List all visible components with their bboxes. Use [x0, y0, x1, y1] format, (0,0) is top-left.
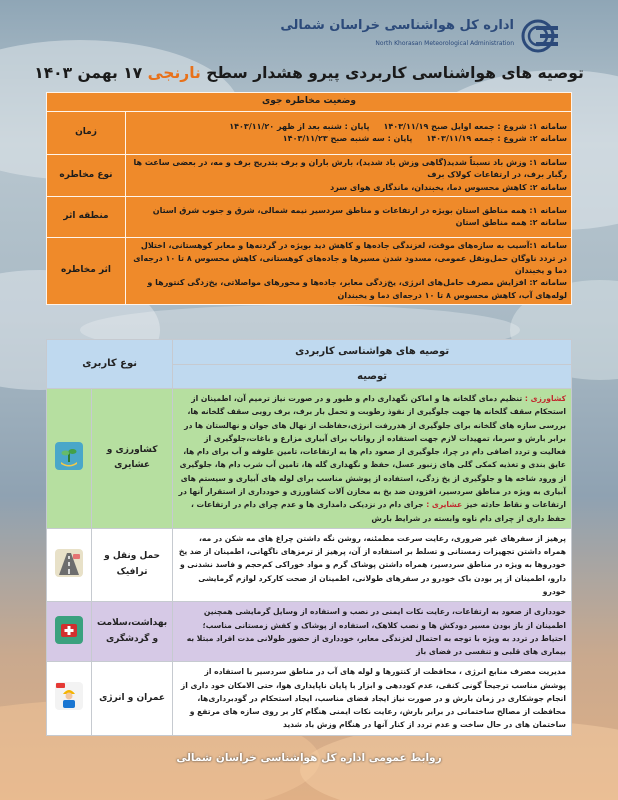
time-s2-end: پایان : سه شنبه صبح ۱۴۰۳/۱۱/۲۳	[282, 133, 413, 143]
title-text: توصیه های هواشناسی کاربردی پیرو هشدار سطح	[206, 64, 584, 82]
health-advice: خودداری از صعود به ارتفاعات، رعایت نکات ایمنی در نصب و استفاده از وسایل گرمایشی همچنین اطمینان از باز بودن مسیر دودکش ها و نصب کلاهک، استفاده از پوشاک و کفش زمستانی مناسب؛ احتیاط در تردد به ویژه با توجه به احتمال لغزندگی معابر، خودداری از حضور طولانی مدت افراد مبتلا به بیماری های قلبی و تنفسی در فضای باز	[173, 602, 572, 662]
agri-use: کشاورزی و عشایری	[92, 389, 173, 529]
transport-use: حمل ونقل و ترافیک	[92, 528, 173, 601]
effect-s1: سامانه ۱:آسیب به سازه‌های موقت، لغزندگی جاده‌ها و کاهش دید بویژه در گردنه‌ها و معابر کوهستانی، اختلال در تردد ناوگان حمل‌ونقل عمومی، مسدود شدن مسیرها و جاده‌های کوهستانی، کاهش محسوس ۸ تا ۱۰ درجه‌ای دما و یخبندان	[133, 241, 567, 275]
effect-label: اثر مخاطره	[47, 238, 126, 305]
risk-row-area	[47, 197, 572, 238]
area-label: منطقه اثر	[47, 197, 126, 238]
agri-text: تنظیم دمای گلخانه ها و اماکن نگهداری دام و طیور و در صورت نیاز ترمیم آن، اطمینان از استحکام سقف گلخانه ها جهت جلوگیری از نفوذ رطوبت و تحمل بار برف، برف روبی سقف گلخانه ها، بررسی سازه های گلخانه برای جلوگیری از هدررفت انرژی،حفاظت از نهال های جوان و نهالستان ها در برابر بارش و سرما، تمهیدات لازم جهت استفاده از رواناب برای آبیاری مزارع و باغات،جلوگیری از فعالیت و تردد اضافی دام در چرا، جلوگیری از صعود دام ها به ارتفاعات، تامین علوفه و آب برای دام ها، عایق بندی و تغذیه کمکی گلی های زنبور عسل، حفظ و نگهداری گله ها، تامین آب شرب دام ها، جلوگیری از ورود شاخه ها و جلوگیری از یخ زدگی، استفاده از پوشش مناسب برای لوله های آبیاری و سیستم های آبیاری به ویژه در مناطق سردسیر، افزودن ضد یخ به مخازن آلات کشاورزی و خودداری از استقرار آنها در ارتفاعات و نقاط حادثه خیز	[178, 394, 566, 510]
table-row	[47, 528, 572, 601]
transport-advice: پرهیز از سفرهای غیر ضروری، رعایت سرعت مطمئنه، روشن نگه داشتن چراغ های مه شکن در مه، همراه داشتن تجهیزات زمستانی و تسلط بر استفاده از آن، پرهیز از ترمزهای ناگهانی، اطمینان از ضد یخ خودروها به ویژه در مناطق سردسیر، همراه داشتن پوشاک گرم و مواد خوراکی کم‌حجم و فاسد نشدنی و دارو، اطمینان از پر بودن باک خودرو در سفرهای طولانی، اطمینان از صحت کارکرد لوازم گرمایشی خودرو	[173, 528, 572, 601]
alert-level: نارنجی	[147, 64, 201, 82]
risk-table	[46, 92, 572, 305]
table-row	[47, 602, 572, 662]
build-advice: مدیریت مصرف منابع انرژی ، محافظت از کنتورها و لوله های آب در مناطق سردسیر با استفاده از پوشش مناسب ترجیحاً گونی کنفی، عدم کوددهی و ابزار با پایان ناپایداری هوا، حتی الامکان خود داری از انجام جوشکاری در زمان بارش و در صورت نیاز ایجاد فضای مناسب، ایجاد استحکام در گودبرداری‌ها، محافظت از مصالح ساختمانی در برابر بارش، رعایت نکات ایمنی هنگام کار بر روی سازه های مرتفع و ساختمان های در حال ساخت و عدم تردد از کنار آنها در هنگام وزش باد شدید	[173, 662, 572, 735]
risk-heading: وضعیت مخاطره جوی	[47, 93, 572, 112]
title-date: ۱۷ بهمن ۱۴۰۳	[34, 64, 143, 82]
risk-row-type	[47, 154, 572, 196]
agri-icon-cell	[47, 389, 92, 529]
nomad-text: جرای دام در نزدیکی دامداری ها و عدم چرای دام در ارتفاعات ، حفظ داری از چرای دام ناوه وابسته در شرایط بارش	[191, 500, 566, 523]
time-s2-start: سامانه ۲: شروع : جمعه ۱۴۰۳/۱۱/۱۹	[426, 133, 567, 143]
area-s2: سامانه ۲: همه مناطق استان	[455, 218, 567, 228]
build-icon-cell	[47, 662, 92, 735]
worker-icon	[55, 682, 83, 710]
health-icon-cell	[47, 602, 92, 662]
agri-lead: کشاورزی :	[524, 394, 566, 403]
time-label: زمان	[47, 111, 126, 154]
org-logo	[280, 14, 558, 58]
health-use: بهداشت،سلامت و گردشگری	[92, 602, 173, 662]
area-s1: سامانه ۱: همه مناطق استان بویژه در ارتفاعات و مناطق سردسیر نیمه شمالی، شرق و جنوب شرق استان	[152, 205, 567, 215]
plant-icon	[55, 442, 83, 470]
recommendations-table	[46, 339, 572, 736]
agri-advice	[173, 389, 572, 529]
org-name: اداره کل هواشناسی خراسان شمالی	[280, 18, 514, 33]
first-aid-icon	[55, 616, 83, 644]
risk-row-effect	[47, 238, 572, 305]
footer-credit: روابط عمومی اداره کل هواشناسی خراسان شمالی	[176, 752, 442, 764]
nomad-lead: عشایری :	[426, 500, 463, 510]
type-label: نوع مخاطره	[47, 154, 126, 196]
org-name-en: North Khorasan Meteorological Administration	[375, 40, 514, 47]
build-use: عمران و انرژی	[92, 662, 173, 735]
meteorology-logo-icon	[518, 18, 558, 54]
road-icon	[55, 549, 83, 577]
time-s1-end: پایان : شنبه بعد از ظهر ۱۴۰۳/۱۱/۲۰	[229, 121, 370, 131]
table-row	[47, 389, 572, 529]
type-s2: سامانه ۲: کاهش محسوس دما، یخبندان، ماندگاری هوای سرد	[330, 182, 567, 192]
risk-row-time	[47, 111, 572, 154]
time-s1-start: سامانه ۱: شروع : جمعه اوایل صبح ۱۴۰۳/۱۱/۱۹	[383, 121, 567, 131]
col-use-header: نوع کاربری	[47, 340, 173, 389]
table-row	[47, 662, 572, 735]
type-s1: سامانه ۱: وزش باد نسبتاً شدید(گاهی وزش باد شدید)، بارش باران و برف بتدریج برف و مه، در بعضی ساعت ها رگبار برف، در ارتفاعات کولاک برف	[133, 157, 567, 180]
page-title	[0, 64, 618, 82]
effect-s2: سامانه ۲: افزایش مصرف حامل‌های انرژی، یخ‌زدگی معابر، جاده‌ها و محورهای مواصلاتی، یخ‌زدگی کنتورها و لوله‌های آب، کاهش محسوس ۸ تا ۱۰ درجه‌ای دما و یخبندان	[147, 278, 567, 300]
col-advice-header: توصیه	[173, 364, 572, 389]
transport-icon-cell	[47, 528, 92, 601]
rec-heading: توصیه های هواشناسی کاربردی	[173, 340, 572, 365]
